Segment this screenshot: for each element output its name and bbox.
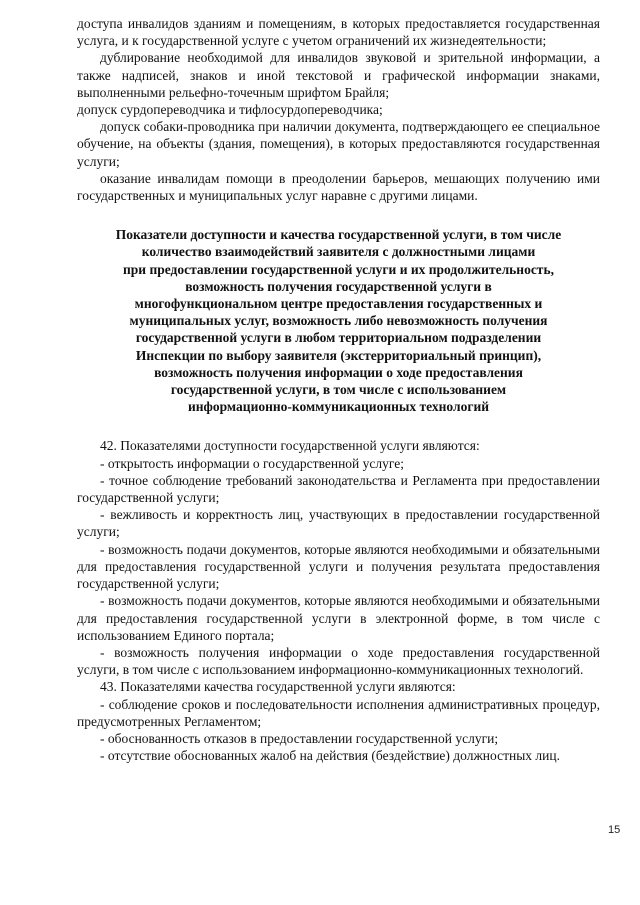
paragraph: допуск сурдопереводчика и тифлосурдопереводчика; (77, 102, 383, 118)
heading-line: государственной услуги в любом территориальном подразделении (135, 330, 542, 346)
clause-43-title: 43. Показателями качества государственной услуги являются: (100, 679, 456, 695)
heading-line: многофункциональном центре предоставления государственных и (134, 296, 543, 312)
clause-42-title: 42. Показателями доступности государственной услуги являются: (100, 438, 480, 454)
list-item: - возможность подачи документов, которые являются необходимыми и обязательными для предоставления государственной услуги и получения результата предоставления государственной услуги; (77, 541, 600, 592)
heading-line: муниципальных услуг, возможность либо невозможность получения (129, 313, 548, 329)
heading-line: информационно-коммуникационных технологий (187, 399, 490, 415)
list-item: - возможность получения информации о ходе предоставления государственной услуги, в том числе с использованием информационно-коммуникационных технологий. (77, 644, 600, 678)
list-item: - вежливость и корректность лиц, участвующих в предоставлении государственной услуги; (77, 507, 600, 540)
list-item: - точное соблюдение требований законодательства и Регламента при предоставлении государственной услуги; (77, 472, 600, 506)
heading-line: Инспекции по выбору заявителя (экстерриториальный принцип), (135, 347, 542, 363)
paragraph: доступа инвалидов зданиям и помещениям, в которых предоставляется государственная услуга, и к государственной услуге с учетом ограничений их жизнедеятельности; (77, 16, 600, 49)
heading-line: государственной услуги, в том числе с использованием (170, 382, 507, 398)
list-item: - обоснованность отказов в предоставлении государственной услуги; (100, 730, 499, 746)
heading-line: количество взаимодействий заявителя с должностными лицами (141, 244, 536, 260)
top-section (77, 15, 600, 204)
heading-line: возможность получения информации о ходе предоставления (154, 364, 523, 380)
paragraph: дублирование необходимой для инвалидов звуковой и зрительной информации, а также надписей, знаков и иной текстовой и графической информации знаками, выполненными рельефно-точечным шрифтом Брайля; (77, 50, 600, 100)
page-number: 15 (608, 824, 621, 836)
list-item: - соблюдение сроков и последовательности исполнения административных процедур, предусмотренных Регламентом; (77, 696, 600, 729)
indicators-section (77, 437, 600, 764)
list-item: - возможность подачи документов, которые являются необходимыми и обязательными для предоставления государственной услуги в электронной форме, в том числе с использованием Единого портала; (77, 593, 600, 643)
page-content (77, 15, 600, 764)
list-item: - отсутствие обоснованных жалоб на действия (бездействие) должностных лиц. (100, 748, 560, 764)
list-item: - открытость информации о государственной услуге; (100, 455, 404, 471)
heading-line: возможность получения государственной услуги в (185, 278, 492, 294)
section-heading (77, 226, 600, 415)
heading-line: Показатели доступности и качества государственной услуги, в том числе (115, 227, 562, 243)
paragraph: оказание инвалидам помощи в преодолении барьеров, мешающих получению ими государственных и муниципальных услуг наравне с другими лицами. (77, 170, 600, 204)
heading-line: при предоставлении государственной услуги и их продолжительность, (123, 261, 554, 277)
paragraph: допуск собаки-проводника при наличии документа, подтверждающего ее специальное обучение, на объекты (здания, помещения), в которых предоставляются государственная услуги; (77, 119, 600, 169)
